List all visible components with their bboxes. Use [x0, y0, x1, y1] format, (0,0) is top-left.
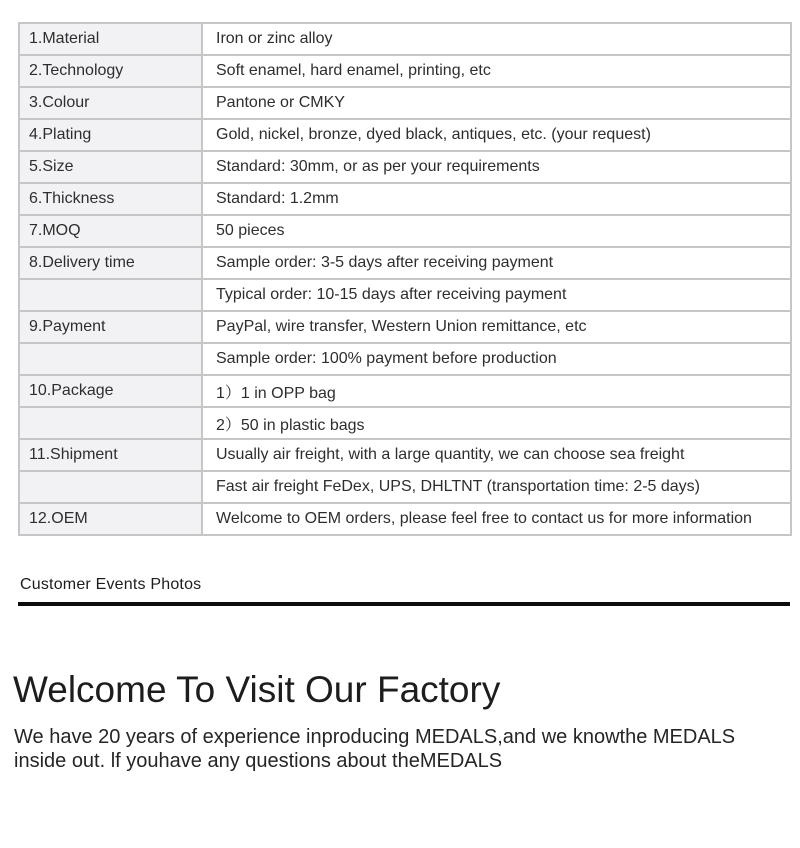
- table-row: [19, 503, 791, 535]
- table-row: [19, 407, 791, 439]
- spec-label-plating: 4.Plating: [19, 119, 202, 151]
- factory-description: [14, 725, 800, 773]
- table-row: [19, 375, 791, 407]
- table-row: [19, 471, 791, 503]
- spec-label-empty: [19, 343, 202, 375]
- table-row: [19, 311, 791, 343]
- spec-label-material: 1.Material: [19, 23, 202, 55]
- spec-value-payment-sample: Sample order: 100% payment before production: [202, 343, 791, 375]
- spec-value-material: Iron or zinc alloy: [202, 23, 791, 55]
- spec-label-empty: [19, 279, 202, 311]
- spec-label-empty: [19, 407, 202, 439]
- table-row: [19, 23, 791, 55]
- spec-value-technology: Soft enamel, hard enamel, printing, etc: [202, 55, 791, 87]
- spec-value-size: Standard: 30mm, or as per your requirements: [202, 151, 791, 183]
- table-row: [19, 215, 791, 247]
- table-row: [19, 279, 791, 311]
- spec-label-oem: 12.OEM: [19, 503, 202, 535]
- spec-label-empty: [19, 471, 202, 503]
- spec-value-moq: 50 pieces: [202, 215, 791, 247]
- spec-label-payment: 9.Payment: [19, 311, 202, 343]
- table-row: [19, 55, 791, 87]
- spec-value-package-opp: 1）1 in OPP bag: [202, 375, 791, 407]
- factory-description-line2: inside out. lf youhave any questions about theMEDALS: [14, 750, 503, 772]
- factory-description-line1: We have 20 years of experience inproducing MEDALS,and we knowthe MEDALS: [14, 726, 736, 748]
- spec-value-colour: Pantone or CMKY: [202, 87, 791, 119]
- spec-label-moq: 7.MOQ: [19, 215, 202, 247]
- spec-label-technology: 2.Technology: [19, 55, 202, 87]
- spec-value-plating: Gold, nickel, bronze, dyed black, antiques, etc. (your request): [202, 119, 791, 151]
- table-row: [19, 119, 791, 151]
- spec-label-package: 10.Package: [19, 375, 202, 407]
- table-row: [19, 151, 791, 183]
- table-row: [19, 87, 791, 119]
- table-row: [19, 439, 791, 471]
- spec-label-thickness: 6.Thickness: [19, 183, 202, 215]
- factory-heading: Welcome To Visit Our Factory: [13, 669, 501, 710]
- spec-value-package-plastic: 2）50 in plastic bags: [202, 407, 791, 439]
- section-divider: [18, 602, 790, 606]
- table-row: [19, 183, 791, 215]
- product-spec-table: [18, 22, 792, 536]
- spec-value-shipment-air: Usually air freight, with a large quantity, we can choose sea freight: [202, 439, 791, 471]
- spec-value-payment-methods: PayPal, wire transfer, Western Union remittance, etc: [202, 311, 791, 343]
- spec-value-delivery-sample: Sample order: 3-5 days after receiving payment: [202, 247, 791, 279]
- spec-value-delivery-typical: Typical order: 10-15 days after receiving payment: [202, 279, 791, 311]
- spec-value-oem: Welcome to OEM orders, please feel free to contact us for more information: [202, 503, 791, 535]
- table-row: [19, 343, 791, 375]
- section-title-customer-events: Customer Events Photos: [20, 576, 202, 593]
- spec-label-shipment: 11.Shipment: [19, 439, 202, 471]
- spec-label-delivery-time: 8.Delivery time: [19, 247, 202, 279]
- spec-label-colour: 3.Colour: [19, 87, 202, 119]
- table-row: [19, 247, 791, 279]
- spec-label-size: 5.Size: [19, 151, 202, 183]
- spec-value-shipment-fast: Fast air freight FeDex, UPS, DHLTNT (transportation time: 2-5 days): [202, 471, 791, 503]
- spec-value-thickness: Standard: 1.2mm: [202, 183, 791, 215]
- product-description-page: [0, 22, 800, 848]
